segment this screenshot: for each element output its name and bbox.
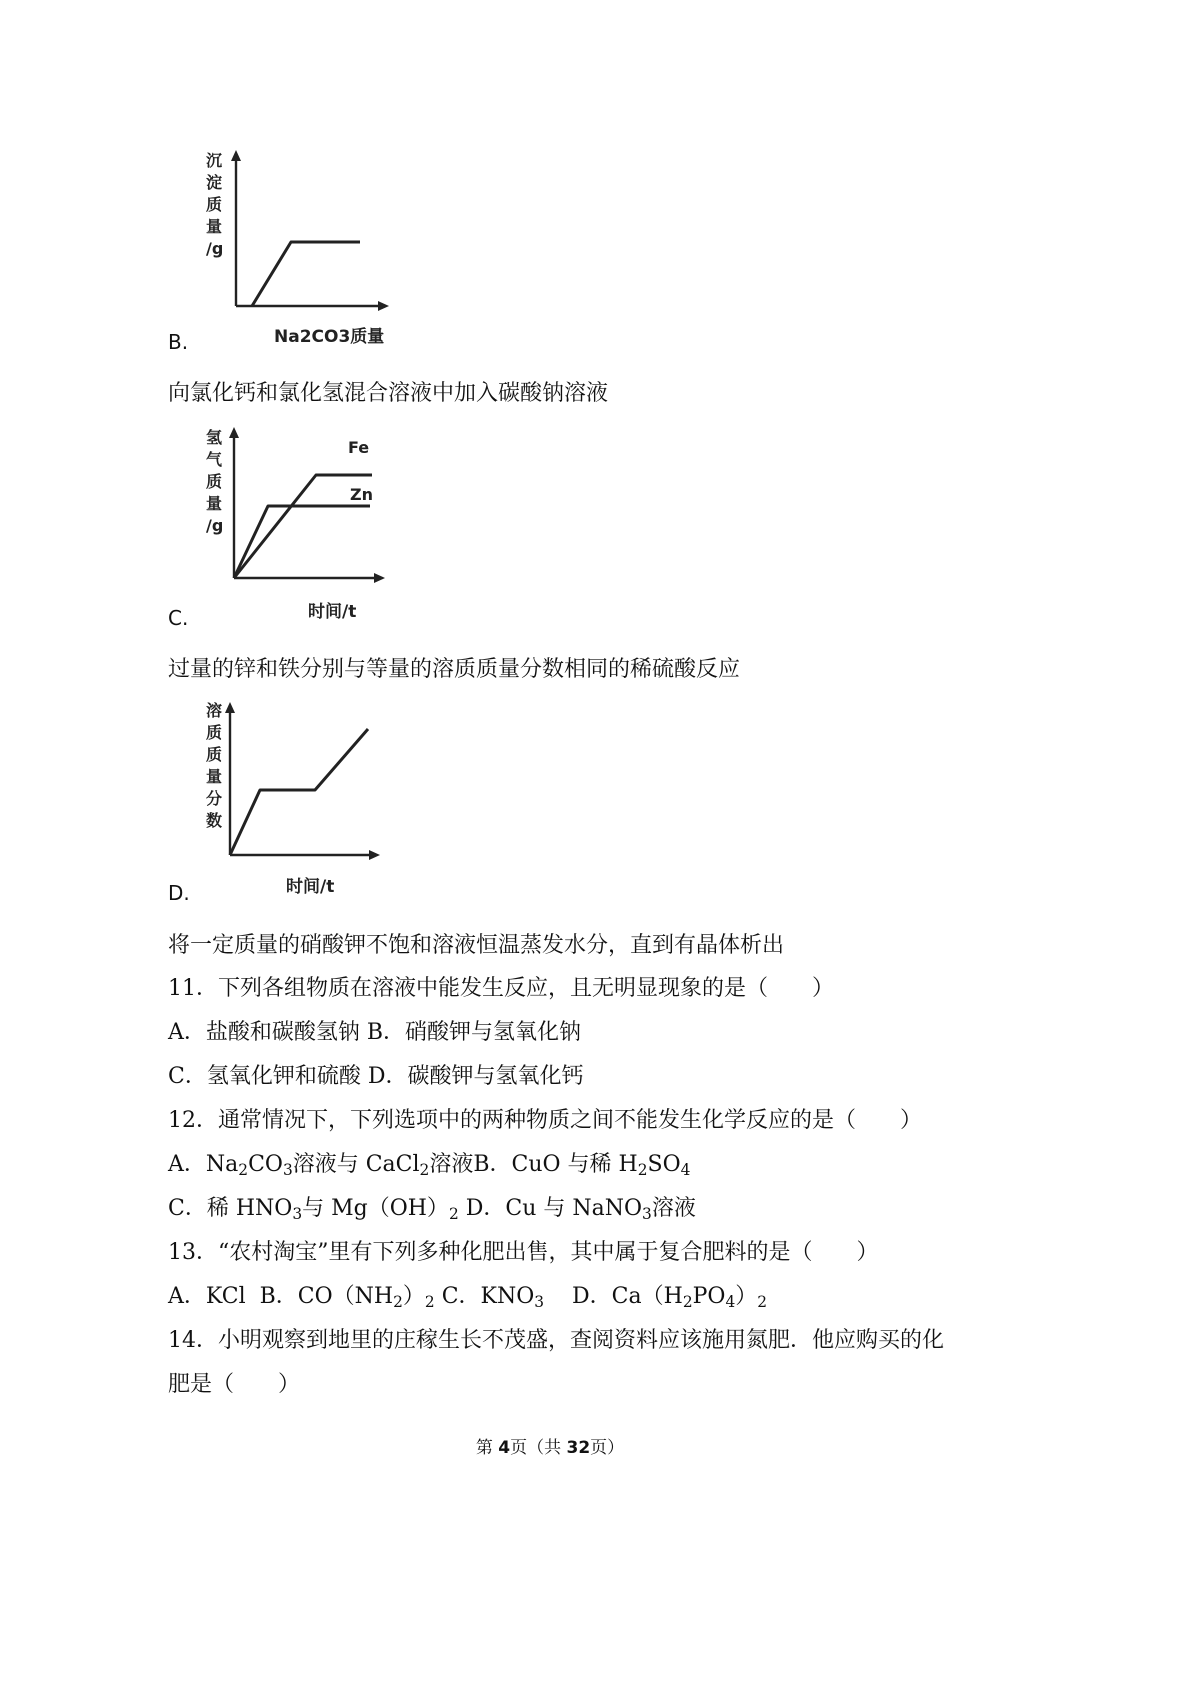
q12-a-mid: CO xyxy=(248,1152,283,1177)
q12-c-mid: 与 Mg（OH） xyxy=(302,1196,449,1221)
figure-c-series-zn: Zn xyxy=(350,485,373,504)
figure-c-y-label-3: 量 xyxy=(206,494,223,513)
figure-d-y-label-0: 溶 xyxy=(206,701,223,720)
q13-sub: 2 xyxy=(393,1292,403,1311)
q12-c-rest2: 溶液 xyxy=(651,1196,696,1221)
q13-opt-a: A．KCl xyxy=(168,1284,246,1309)
figure-b-y-label-3: 量 xyxy=(206,217,223,236)
figure-d-y-label-4: 分 xyxy=(206,789,223,808)
question-14-stem-line1: 14．小明观察到地里的庄稼生长不茂盛，查阅资料应该施用氮肥．他应购买的化 xyxy=(168,1328,944,1353)
figure-c xyxy=(200,425,400,625)
q13-opt-d2: PO xyxy=(692,1284,726,1309)
q13-sub: 2 xyxy=(424,1292,435,1311)
q13-sub: 3 xyxy=(534,1292,545,1311)
figure-d-y-label-5: 数 xyxy=(206,811,223,830)
q12-sub: 2 xyxy=(238,1160,249,1179)
q12-sub: 3 xyxy=(282,1160,293,1179)
figure-c-x-label: 时间/t xyxy=(308,602,357,622)
figure-c-x-arrow xyxy=(374,573,385,583)
figure-b-y-label-0: 沉 xyxy=(206,151,223,170)
q12-sub: 2 xyxy=(637,1160,648,1179)
q12-a-prefix: A．Na xyxy=(168,1152,239,1177)
figure-b-x-arrow xyxy=(378,301,389,311)
figure-d xyxy=(200,700,400,900)
question-12-options-ab xyxy=(168,1147,690,1178)
figure-d-chart xyxy=(200,700,400,900)
figure-d-y-label-3: 量 xyxy=(206,767,223,786)
q12-c-rest: D．Cu 与 NaNO xyxy=(458,1196,643,1221)
q13-opt-b: B．CO（NH xyxy=(259,1284,394,1309)
figure-b xyxy=(200,150,400,350)
question-11-options-cd: C．氢氧化钾和硫酸 D．碳酸钾与氢氧化钙 xyxy=(168,1064,584,1089)
q12-sub: 3 xyxy=(292,1204,303,1223)
figure-c-y-label-4: /g xyxy=(206,516,224,535)
question-11-stem: 11．下列各组物质在溶液中能发生反应，且无明显现象的是（ ） xyxy=(168,976,834,1001)
q12-a-rest: 溶液与 CaCl xyxy=(292,1152,420,1177)
figure-b-x-label: Na2CO3质量 xyxy=(274,327,385,347)
option-d-label: D. xyxy=(168,881,190,905)
figure-b-chart xyxy=(200,150,400,350)
q12-sub: 2 xyxy=(448,1204,459,1223)
figure-d-caption: 将一定质量的硝酸钾不饱和溶液恒温蒸发水分，直到有晶体析出 xyxy=(168,933,785,958)
question-12-options-cd xyxy=(168,1191,696,1222)
q13-opt-d: D．Ca（H xyxy=(572,1284,683,1309)
question-14-stem-line2: 肥是（ ） xyxy=(168,1372,301,1397)
figure-c-curve-zn xyxy=(234,506,370,578)
q13-opt-c: C．KNO xyxy=(441,1284,535,1309)
figure-d-x-label: 时间/t xyxy=(286,877,335,897)
figure-b-curve xyxy=(252,242,360,306)
question-12-stem: 12．通常情况下，下列选项中的两种物质之间不能发生化学反应的是（ ） xyxy=(168,1108,922,1133)
option-b-label: B. xyxy=(168,330,189,354)
question-13-stem: 13．“农村淘宝”里有下列多种化肥出售，其中属于复合肥料的是（ ） xyxy=(168,1240,879,1265)
figure-c-series-fe: Fe xyxy=(348,438,370,457)
figure-b-y-label-2: 质 xyxy=(206,195,223,214)
figure-d-y-label-2: 质 xyxy=(206,745,223,764)
option-c-label: C. xyxy=(168,606,189,630)
q12-c-prefix: C．稀 HNO xyxy=(168,1196,293,1221)
question-13-options: A．KCl B．$CO(NH_2)_2$ C．$KNO_3$ D．$Ca(H_2PO_4)_2$ xyxy=(168,1284,768,1311)
q13-sub: 2 xyxy=(757,1292,768,1311)
question-11-options-ab: A．盐酸和碳酸氢钠 B．硝酸钾与氢氧化钠 xyxy=(168,1020,582,1045)
figure-c-y-label-1: 气 xyxy=(206,450,223,469)
q12-sub: 3 xyxy=(642,1204,652,1223)
figure-b-y-label-1: 淀 xyxy=(206,173,223,192)
q12-a-rest2: 溶液B．CuO 与稀 H xyxy=(429,1152,638,1177)
page-footer xyxy=(0,1433,1100,1458)
footer-prefix: 第 xyxy=(475,1438,499,1458)
q12-sub: 2 xyxy=(419,1160,430,1179)
figure-d-y-label-1: 质 xyxy=(206,723,223,742)
figure-c-y-label-0: 氢 xyxy=(206,428,223,447)
figure-d-curve xyxy=(230,729,368,855)
figure-b-caption: 向氯化钙和氯化氢混合溶液中加入碳酸钠溶液 xyxy=(168,381,609,406)
figure-b-y-label-4: /g xyxy=(206,239,224,258)
footer-page-number: 4 xyxy=(498,1438,511,1458)
q13-sub: 2 xyxy=(682,1292,693,1311)
figure-d-y-arrow xyxy=(225,702,235,713)
figure-c-y-label-2: 质 xyxy=(206,472,223,491)
footer-total-pages: 32 xyxy=(566,1438,591,1458)
footer-mid: 页（共 xyxy=(510,1438,567,1458)
footer-suffix: 页） xyxy=(590,1438,625,1458)
q12-a-rest3: SO xyxy=(647,1152,681,1177)
q12-sub: 4 xyxy=(680,1160,691,1179)
figure-b-y-arrow xyxy=(231,150,241,161)
figure-c-y-arrow xyxy=(229,427,239,438)
figure-d-x-arrow xyxy=(369,850,380,860)
figure-c-chart xyxy=(200,425,400,625)
q13-sub: 4 xyxy=(725,1292,736,1311)
figure-c-caption: 过量的锌和铁分别与等量的溶质质量分数相同的稀硫酸反应 xyxy=(168,657,741,682)
